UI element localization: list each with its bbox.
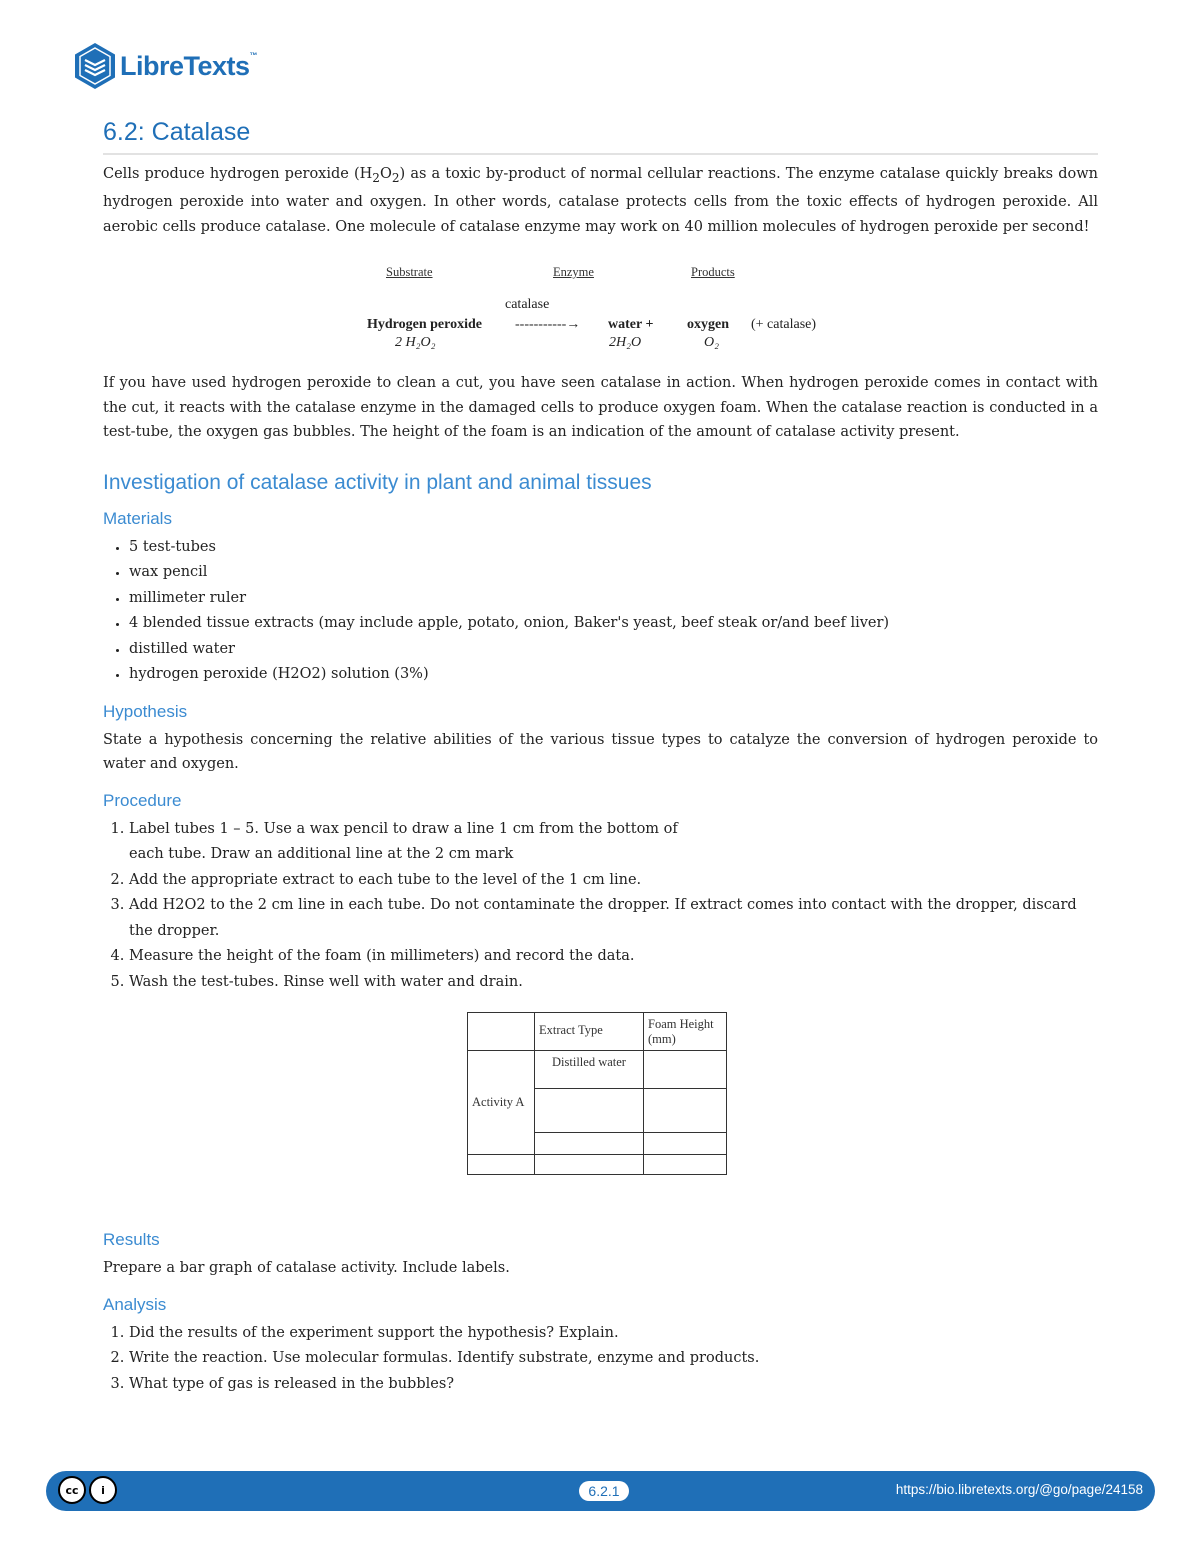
extract-type-header: Extract Type [535,1013,644,1051]
list-item: 2. Write the reaction. Use molecular formulas. Identify substrate, enzyme and products. [129,1346,1098,1372]
enzyme-header: Enzyme [553,265,594,280]
table-cell [644,1051,727,1089]
list-item: • wax pencil [129,560,1098,586]
page-url-link[interactable]: https://bio.libretexts.org/@go/page/24158 [895,1482,1143,1497]
table-cell [535,1089,644,1133]
analysis-list [103,1321,1098,1398]
list-item: 3. Add H2O2 to the 2 cm line in each tube. Do not contaminate the dropper. If extract comes into contact with the dropper, discard the dropper. [129,893,1098,944]
page-footer [46,1471,1155,1511]
list-item: • distilled water [129,637,1098,663]
foam-height-header: Foam Height (mm) [644,1013,727,1051]
list-item: • 4 blended tissue extracts (may include apple, potato, onion, Baker's yeast, beef steak or/and beef liver) [129,611,1098,637]
list-item: 4. Measure the height of the foam (in millimeters) and record the data. [129,944,1098,970]
list-item: 2. Add the appropriate extract to each tube to the level of the 1 cm line. [129,868,1098,894]
water-label: water + [608,317,654,333]
list-item: 5. Wash the test-tubes. Rinse well with water and drain. [129,970,1098,996]
table-cell [644,1089,727,1133]
libretexts-logo-icon [74,42,116,90]
intro-paragraph: Cells produce hydrogen peroxide $(H_2O_2)$ as a toxic by-product of normal cellular reactions. The enzyme catalase quickly breaks down hydrogen peroxide into water and oxygen. In other words, catalase protects cells from the toxic effects of hydrogen peroxide. All aerobic cells produce catalase. One molecule of catalase enzyme may work on 40 million molecules of hydrogen peroxide per second! [103,166,1098,235]
analysis-heading: Analysis [103,1294,167,1314]
table-cell [468,1013,535,1051]
page-title: 6.2: Catalase [103,118,1098,155]
cc-icon: cc [58,1476,86,1504]
list-item: 1. Label tubes 1 – 5. Use a wax pencil to draw a line 1 cm from the bottom of each tube. Draw an additional line at the 2 cm mark [129,817,1098,868]
oxygen-formula: O₂ [704,335,719,351]
table-cell [535,1133,644,1155]
water-formula: 2H₂O [609,335,642,351]
cc-license-badge[interactable] [58,1476,120,1504]
data-table-figure [103,1012,1098,1214]
libretexts-logo[interactable] [74,42,257,90]
reaction-arrow: -----------→ [515,317,581,333]
reactant-label: Hydrogen peroxide [367,317,482,333]
activity-label: Activity A [468,1051,535,1155]
table-cell [535,1155,644,1175]
substrate-header: Substrate [386,265,433,280]
results-text: Prepare a bar graph of catalase activity. Include labels. [103,1260,510,1277]
attribution-icon: i [89,1476,117,1504]
catalase-action-paragraph: If you have used hydrogen peroxide to clean a cut, you have seen catalase in action. When hydrogen peroxide comes in contact with the cut, it reacts with the catalase enzyme in the damaged cells to produce oxygen foam. When the catalase reaction is conducted in a test-tube, the oxygen gas bubbles. The height of the foam is an indication of the amount of catalase activity present. [103,375,1098,441]
catalase-label: catalase [505,297,550,313]
foam-height-table [467,1012,727,1175]
reactant-formula: 2 H₂O₂ [395,335,436,351]
page-number: 6.2.1 [579,1481,629,1501]
procedure-heading: Procedure [103,790,182,810]
table-cell [468,1155,535,1175]
list-item: 3. What type of gas is released in the bubbles? [129,1372,1098,1398]
procedure-list [103,817,1098,996]
reaction-figure [103,245,1098,371]
hypothesis-heading: Hypothesis [103,701,188,721]
products-header: Products [691,265,735,280]
hypothesis-text: State a hypothesis concerning the relative abilities of the various tissue types to catalyze the conversion of hydrogen peroxide to water and oxygen. [103,731,1098,773]
results-heading: Results [103,1230,160,1250]
section-heading: Investigation of catalase activity in plant and animal tissues [103,470,652,494]
oxygen-label: oxygen [687,317,729,333]
materials-heading: Materials [103,508,172,528]
list-item: • millimeter ruler [129,586,1098,612]
page-content [103,118,1098,1397]
logo-wordmark: LibreTexts™ [120,50,258,81]
list-item: • 5 test-tubes [129,535,1098,561]
table-cell [644,1133,727,1155]
materials-list [103,535,1098,688]
table-cell [644,1155,727,1175]
list-item: 1. Did the results of the experiment support the hypothesis? Explain. [129,1321,1098,1347]
distilled-water-cell: Distilled water [535,1051,644,1089]
list-item: • hydrogen peroxide (H2O2) solution (3%) [129,662,1098,688]
catalase-note: (+ catalase) [751,317,817,333]
